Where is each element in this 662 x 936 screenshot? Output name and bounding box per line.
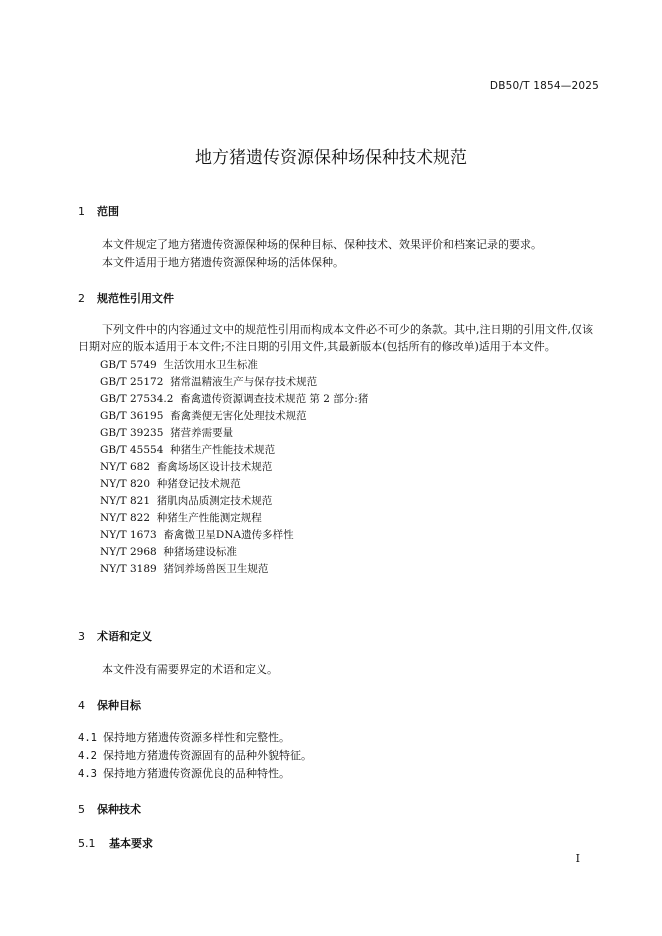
reference-code: NY/T 2968 [100, 546, 157, 558]
reference-code: GB/T 39235 [100, 427, 164, 439]
section-title: 规范性引用文件 [97, 292, 174, 305]
section-5-heading [78, 801, 141, 817]
reference-name: 畜禽遗传资源调查技术规范 第 2 部分:猪 [180, 393, 369, 405]
reference-item [100, 493, 272, 508]
reference-item [100, 408, 307, 423]
reference-item [100, 544, 237, 559]
subsection-title: 基本要求 [109, 837, 153, 850]
document-id: DB50/T 1854—2025 [489, 80, 599, 92]
reference-name: 生活饮用水卫生标准 [163, 359, 258, 371]
reference-code: GB/T 27534.2 [100, 393, 174, 405]
reference-name: 猪肌肉品质测定技术规范 [156, 495, 273, 507]
page-title: 地方猪遗传资源保种场保种技术规范 [195, 148, 467, 168]
clause-text: 保持地方猪遗传资源多样性和完整性。 [103, 731, 290, 744]
clause-item [78, 747, 312, 763]
reference-code: GB/T 36195 [100, 410, 164, 422]
subsection-5-1-heading [78, 835, 153, 851]
reference-name: 畜禽微卫星DNA遗传多样性 [163, 529, 294, 541]
reference-name: 畜禽场场区设计技术规范 [156, 461, 273, 473]
section-3-heading [78, 628, 152, 644]
reference-name: 猪营养需要量 [170, 427, 234, 439]
reference-name: 猪常温精液生产与保存技术规范 [170, 376, 318, 388]
reference-code: GB/T 5749 [100, 359, 157, 371]
clause-number: 4.3 [78, 768, 97, 780]
clause-number: 4.2 [78, 750, 97, 762]
reference-item [100, 476, 241, 491]
reference-item [100, 442, 275, 457]
section-title: 术语和定义 [97, 630, 152, 643]
reference-name: 种猪场建设标准 [163, 546, 237, 558]
section-2-heading [78, 290, 174, 306]
reference-code: GB/T 25172 [100, 376, 164, 388]
clause-text: 保持地方猪遗传资源固有的品种外貌特征。 [103, 749, 312, 762]
section-title: 保种技术 [97, 803, 141, 816]
reference-item [100, 357, 258, 372]
reference-code: GB/T 45554 [100, 444, 164, 456]
reference-name: 种猪生产性能测定规程 [156, 512, 262, 524]
reference-code: NY/T 821 [100, 495, 151, 507]
normative-references-intro: 下列文件中的内容通过文中的规范性引用而构成本文件必不可少的条款。其中,注日期的引用文件,仅该日期对应的版本适用于本文件;不注日期的引用文件,其最新版本(包括所有的修改单)适用于本文件。 [78, 323, 593, 353]
section-number: 4 [78, 699, 85, 712]
section-4-heading [78, 697, 141, 713]
reference-name: 种猪登记技术规范 [156, 478, 241, 490]
section-title: 范围 [97, 205, 119, 218]
section-number: 5 [78, 803, 85, 816]
scope-paragraph-1: 本文件规定了地方猪遗传资源保种场的保种目标、保种技术、效果评价和档案记录的要求。 [102, 238, 542, 251]
clause-item [78, 729, 290, 745]
reference-name: 种猪生产性能技术规范 [170, 444, 276, 456]
clause-number: 4.1 [78, 732, 97, 744]
section-title: 保种目标 [97, 699, 141, 712]
clause-item [78, 765, 290, 781]
reference-code: NY/T 820 [100, 478, 151, 490]
subsection-number: 5.1 [78, 837, 96, 850]
scope-paragraph-2: 本文件适用于地方猪遗传资源保种场的活体保种。 [102, 256, 344, 269]
reference-code: NY/T 3189 [100, 563, 157, 575]
section-number: 2 [78, 292, 85, 305]
reference-item [100, 510, 262, 525]
section-number: 3 [78, 630, 85, 643]
reference-item [100, 561, 268, 576]
reference-code: NY/T 822 [100, 512, 151, 524]
reference-name: 畜禽粪便无害化处理技术规范 [170, 410, 307, 422]
reference-item [100, 425, 233, 440]
reference-item [100, 374, 317, 389]
clause-text: 保持地方猪遗传资源优良的品种特性。 [103, 767, 290, 780]
reference-item [100, 527, 294, 542]
terms-paragraph: 本文件没有需要界定的术语和定义。 [102, 663, 278, 676]
section-1-heading [78, 203, 119, 219]
reference-code: NY/T 682 [100, 461, 151, 473]
reference-item [100, 391, 368, 406]
page-number: I [575, 852, 580, 865]
section-number: 1 [78, 205, 85, 218]
reference-code: NY/T 1673 [100, 529, 157, 541]
reference-name: 猪饲养场兽医卫生规范 [163, 563, 269, 575]
reference-item [100, 459, 272, 474]
